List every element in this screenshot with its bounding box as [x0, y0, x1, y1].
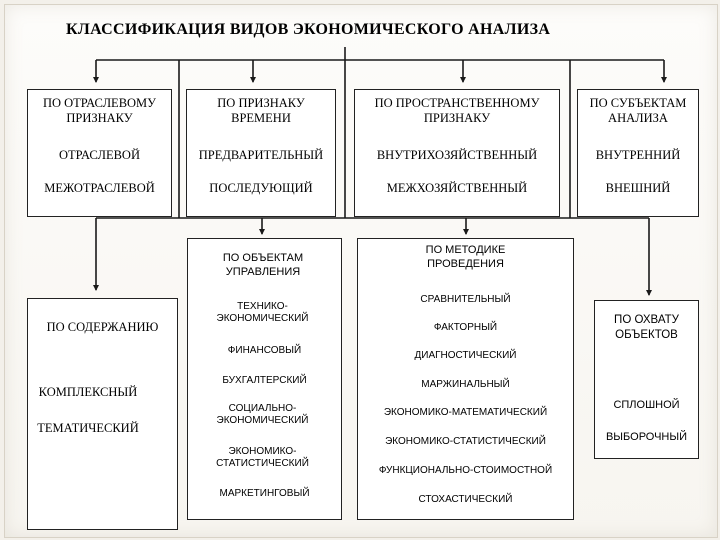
objects-item: ТЕХНИКО-ЭКОНОМИЧЕСКИЙ [216, 301, 309, 324]
industry-item: ОТРАСЛЕВОЙ [59, 148, 140, 162]
time-item: ПРЕДВАРИТЕЛЬНЫЙ [198, 148, 324, 162]
subjects-item: ВНЕШНИЙ [605, 181, 671, 195]
industry-header: ПО ОТРАСЛЕВОМУ ПРИЗНАКУ [42, 96, 157, 125]
space-item: ВНУТРИХОЗЯЙСТВЕННЫЙ [376, 148, 538, 162]
objects-item: ФИНАНСОВЫЙ [227, 345, 302, 356]
objects-item: МАРКЕТИНГОВЫЙ [219, 488, 310, 499]
coverage-item: СПЛОШНОЙ [613, 399, 680, 411]
content-box [27, 298, 178, 530]
methods-box [357, 238, 574, 520]
space-header: ПО ПРОСТРАНСТВЕННОМУ ПРИЗНАКУ [374, 96, 540, 125]
methods-item: СРАВНИТЕЛЬНЫЙ [420, 294, 511, 305]
subjects-box [577, 89, 699, 217]
coverage-item: ВЫБОРОЧНЫЙ [605, 431, 688, 443]
objects-item: БУХГАЛТЕРСКИЙ [222, 375, 307, 386]
coverage-box [594, 300, 699, 459]
time-item: ПОСЛЕДУЮЩИЙ [209, 181, 313, 195]
subjects-header: ПО СУБЪЕКТАМ АНАЛИЗА [589, 96, 687, 125]
objects-header: ПО ОБЪЕКТАМ УПРАВЛЕНИЯ [222, 252, 304, 278]
methods-item: ЭКОНОМИКО-МАТЕМАТИЧЕСКИЙ [383, 407, 548, 418]
methods-item: ДИАГНОСТИЧЕСКИЙ [414, 350, 517, 361]
content-item: ТЕМАТИЧЕСКИЙ [37, 421, 139, 435]
methods-item: МАРЖИНАЛЬНЫЙ [421, 379, 510, 390]
space-box [354, 89, 560, 217]
content-header: ПО СОДЕРЖАНИЮ [46, 320, 159, 334]
industry-box [27, 89, 172, 217]
time-header: ПО ПРИЗНАКУ ВРЕМЕНИ [217, 96, 305, 125]
methods-item: ФУНКЦИОНАЛЬНО-СТОИМОСТНОЙ [378, 465, 553, 476]
subjects-item: ВНУТРЕННИЙ [595, 148, 681, 162]
methods-item: ФАКТОРНЫЙ [433, 322, 498, 333]
content-item: КОМПЛЕКСНЫЙ [38, 385, 138, 399]
page-title: КЛАССИФИКАЦИЯ ВИДОВ ЭКОНОМИЧЕСКОГО АНАЛИЗА [66, 21, 551, 38]
methods-item: ЭКОНОМИКО-СТАТИСТИЧЕСКИЙ [385, 436, 546, 447]
time-box [186, 89, 336, 217]
space-item: МЕЖХОЗЯЙСТВЕННЫЙ [386, 181, 528, 195]
objects-item: ЭКОНОМИКО-СТАТИСТИЧЕСКИЙ [216, 446, 309, 469]
objects-item: СОЦИАЛЬНО-ЭКОНОМИЧЕСКИЙ [216, 403, 309, 426]
methods-header: ПО МЕТОДИКЕ ПРОВЕДЕНИЯ [425, 244, 506, 270]
methods-item: СТОХАСТИЧЕСКИЙ [418, 494, 513, 505]
industry-item: МЕЖОТРАСЛЕВОЙ [44, 181, 155, 195]
objects-box [187, 238, 342, 520]
coverage-header: ПО ОХВАТУ ОБЪЕКТОВ [614, 314, 679, 341]
